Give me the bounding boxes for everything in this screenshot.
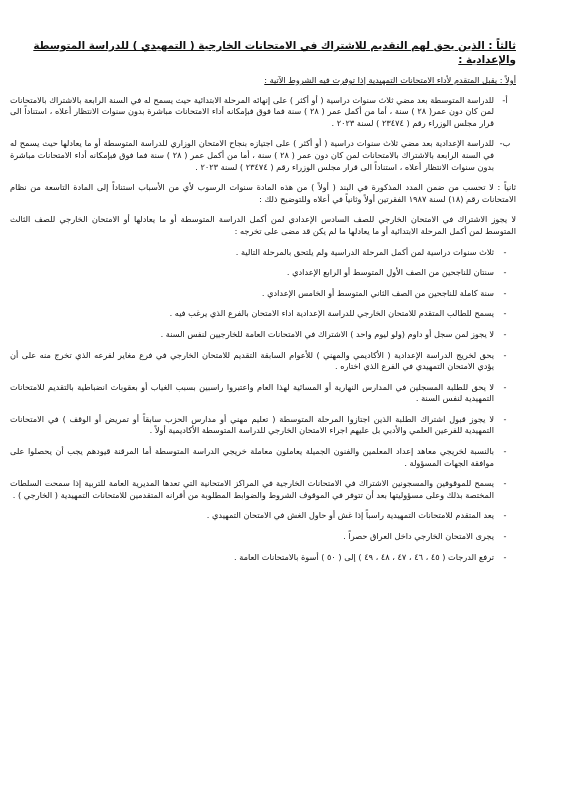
list-item-text: لا يجوز قبول اشتراك الطلبة الذين اجتازوا المرحلة المتوسطة ( تعليم مهني أو مدارس الحزب سابقاً أو تمريض أو الوقف ) في الامتحانات التمهيدية للفرعين العلمي والأدبي بل عليهم اجراء الامتحان الخارجي للدراسة المتوسطة الأكاديمية أولاً . (10, 413, 494, 436)
bullet-dash: - (503, 446, 507, 457)
bullet-dash: - (503, 267, 507, 278)
bullet-dash: - (503, 246, 507, 257)
bullet-dash: - (503, 413, 507, 424)
list-item-text: يجرى الامتحان الخارجي داخل العراق حصراً . (343, 531, 494, 542)
list-item (10, 288, 516, 300)
bullet-dash: - (503, 349, 507, 360)
list-item (10, 382, 516, 405)
list-item-text: سنة كاملة للناجحين من الصف الثاني المتوسط أو الخامس الإعدادي . (261, 287, 494, 298)
list-item (10, 510, 516, 522)
bullet-dash: - (503, 551, 507, 562)
bullet-dash: - (503, 328, 507, 339)
list-item-text: سنتان للناجحين من الصف الأول المتوسط أو الرابع الإعدادي . (286, 267, 494, 278)
second-paragraph: ثانياً : لا تحسب من ضمن المدد المذكورة في البند ( أولاً ) من هذه المادة سنوات الرسوب لأي من الأسباب استناداً إلى المادة التاسعة من نظام الامتحانات رقم (١٨) لسنة ١٩٨٧ الفقرتين أولاً وثانياً في أعلاه وللتوضيح ذلك : (10, 182, 516, 204)
list-item-text: يسمح للطالب المتقدم للامتحان الخارجي للدراسة الإعدادية اداء الامتحان بالفرع الذي يرغب فيه . (169, 308, 494, 319)
bullet-dash: - (503, 510, 507, 521)
document-page (10, 40, 516, 572)
clause-b (10, 138, 516, 173)
list-item-text: يسمح للموقوفين والمسجونين الاشتراك في الامتحانات الخارجية في المراكز الامتحانية التي تعدها المديرية العامة للتربية إذا سمحت السلطات المختصة بذلك وعلى مسؤوليتها بعد أن تتوفر في الموقوف الشروط والضوابط المطلوبة من أقرانه المتقدمين للامتحانات التمهيدية ( الخارجي ) . (10, 478, 494, 500)
clause-a-text: للدراسة المتوسطة بعد مضي ثلاث سنوات دراسية ( أو أكثر ) على إنهائه المرحلة الابتدائية حيث يسمح له في السنة الرابعة بالاشتراك بالامتحانات لمن كان دون عمر( ٢٨ ) سنة ، أما من أكمل عمر ( ٢٨ ) سنة فما فوق فبإمكانه أداء الامتحانات مباشرة بدون سنوات الانتظار أعلاه ، استناداً الى قرار مجلس الوزراء رقم ( ٢٣٤٧٤ ) لسنة ٢٠٢٣ . (10, 94, 494, 128)
bullet-dash: - (503, 381, 507, 392)
bullet-dash: - (503, 308, 507, 319)
bullet-dash: - (503, 531, 507, 542)
list-item (10, 308, 516, 320)
list-item-text: يحق لخريج الدراسة الإعدادية ( الأكاديمي والمهني ) للأعوام السابقة التقديم للامتحان الخارجي في فرع مغاير لفرعه الذي تخرج منه على أن يؤدي الامتحان التمهيدي في الفرع الذي اختاره . (10, 349, 494, 372)
list-item (10, 478, 516, 501)
clause-b-text: للدراسة الإعدادية بعد مضي ثلاث سنوات دراسية ( أو أكثر ) على اجتيازه بنجاح الامتحان الوزاري للدراسة المتوسطة أو ما يعادلها حيث يسمح له في السنة الرابعة بالاشتراك بالامتحانات لمن كان دون عمر ( ٢٨ ) سنة ، أما من أكمل عمر ( ٢٨ ) سنة فما فوق فبإمكانه أداء الامتحانات مباشرة بدون سنوات الانتظار أعلاه ، استناداً الى قرار مجلس الوزراء رقم ( ٢٣٤٧٤ ) لسنة ٢٠٢٣ . (10, 138, 495, 172)
list-item (10, 414, 516, 437)
section-title: ثالثاً : الذين يحق لهم التقديم للاشتراك في الامتحانات الخارجية ( التمهيدي ) للدراسة المتوسطة والإعدادية : (33, 40, 516, 66)
first-condition-heading: أولاً : يقبل المتقدم لأداء الامتحانات التمهيدية إذا توفرت فيه الشروط الآتية : (264, 75, 516, 85)
clause-a (10, 95, 516, 130)
list-item-text: ثلاث سنوات دراسية لمن أكمل المرحلة الدراسية ولم يلتحق بالمرحلة التالية . (235, 246, 494, 257)
conditions-list (10, 247, 516, 564)
list-item (10, 247, 516, 259)
list-item-text: يعد المتقدم للامتحانات التمهيدية راسباً إذا غش أو حاول الغش في الامتحان التمهيدي . (206, 510, 494, 521)
list-item-text: لا يجوز لمن سجل أو داوم (ولو ليوم واحد ) الاشتراك في الامتحانات العامة للخارجيين لنفس السنة . (160, 328, 494, 339)
list-item (10, 267, 516, 279)
rule-paragraph: لا يجوز الاشتراك في الامتحان الخارجي للصف السادس الإعدادي لمن أكمل الدراسة المتوسطة أو ما يعادلها أو الامتحان الخارجي للصف الثالث المتوسط لمن أكمل المرحلة الابتدائية أو ما يعادلها ما لم يكن قد مضى على تخرجه : (10, 214, 516, 236)
clause-a-mark: أ- (502, 94, 508, 105)
list-item-text: ترفع الدرجات ( ٤٥ ، ٤٦ ، ٤٧ ، ٤٨ ، ٤٩ ) إلى ( ٥٠ ) أسوة بالامتحانات العامة . (234, 551, 494, 562)
list-item (10, 531, 516, 543)
bullet-dash: - (503, 478, 507, 489)
list-item-text: بالنسبة لخريجي معاهد إعداد المعلمين والفنون الجميلة يعاملون معاملة خريجي الدراسة المتوسطة أما المرقنة قيودهم يجب أن يحصلوا على موافقة الجهات المسؤولة . (10, 446, 494, 468)
bullet-dash: - (503, 287, 507, 298)
list-item (10, 552, 516, 564)
clause-b-mark: ب- (499, 138, 511, 149)
list-item (10, 350, 516, 373)
list-item (10, 329, 516, 341)
list-item-text: لا يحق للطلبة المسجلين في المدارس النهارية أو المسائية لهذا العام واعتبروا راسبين بسبب الغياب أو بعقوبات انضباطية بالتقديم للامتحانات التمهيدية لنفس السنة . (10, 381, 494, 404)
list-item (10, 446, 516, 469)
